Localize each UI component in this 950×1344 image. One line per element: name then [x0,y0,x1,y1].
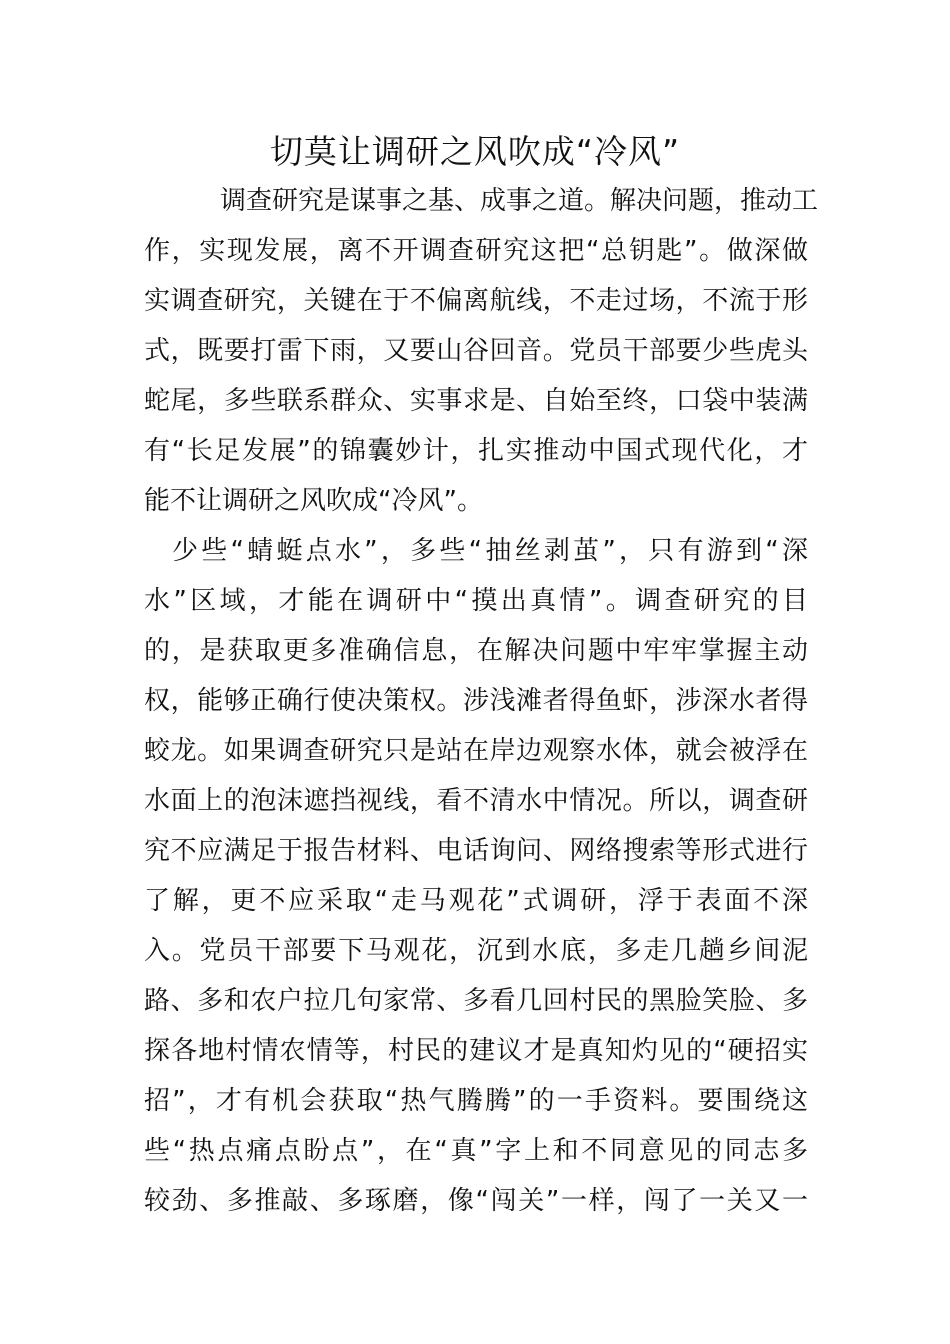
paragraph-1-line-1: 调查研究是谋事之基、成事之道。解决问题，推动工 [220,186,819,216]
paragraph-2-line-6: 水面上的泡沫遮挡视线，看不清水中情况。所以，调查研 [144,786,808,816]
paragraph-2-line-5: 蛟龙。如果调查研究只是站在岸边观察水体，就会被浮在 [144,736,808,766]
paragraph-2-line-13: 些“热点痛点盼点”，在“真”字上和不同意见的同志多 [144,1136,808,1166]
paragraph-1-line-7: 能不让调研之风吹成“冷风”。 [144,486,483,516]
paragraph-1-line-6: 有“长足发展”的锦囊妙计，扎实推动中国式现代化，才 [144,436,808,466]
paragraph-2-line-12: 招”，才有机会获取“热气腾腾”的一手资料。要围绕这 [144,1086,808,1116]
paragraph-2-line-14: 较劲、多推敲、多琢磨，像“闯关”一样，闯了一关又一 [144,1186,808,1216]
paragraph-2-line-3: 的，是获取更多准确信息，在解决问题中牢牢掌握主动 [144,636,808,666]
paragraph-1-line-5: 蛇尾，多些联系群众、实事求是、自始至终，口袋中装满 [144,386,808,416]
paragraph-2-line-7: 究不应满足于报告材料、电话询问、网络搜索等形式进行 [144,836,808,866]
paragraph-2-line-11: 探各地村情农情等，村民的建议才是真知灼见的“硬招实 [144,1036,808,1066]
paragraph-1-line-4: 式，既要打雷下雨，又要山谷回音。党员干部要少些虎头 [144,336,808,366]
paragraph-1-line-3: 实调查研究，关键在于不偏离航线，不走过场，不流于形 [144,286,808,316]
document-title: 切莫让调研之风吹成“冷风” [269,132,681,171]
paragraph-2-line-9: 入。党员干部要下马观花，沉到水底，多走几趟乡间泥 [144,936,808,966]
paragraph-2-line-10: 路、多和农户拉几句家常、多看几回村民的黑脸笑脸、多 [144,986,808,1016]
paragraph-2-line-4: 权，能够正确行使决策权。涉浅滩者得鱼虾，涉深水者得 [144,686,808,716]
paragraph-2-line-8: 了解，更不应采取“走马观花”式调研，浮于表面不深 [144,886,808,916]
paragraph-1-line-2: 作，实现发展，离不开调查研究这把“总钥匙”。做深做 [144,236,808,266]
paragraph-2-line-1: 少些“蜻蜓点水”，多些“抽丝剥茧”，只有游到“深 [172,536,808,566]
paragraph-2-line-2: 水”区域，才能在调研中“摸出真情”。调查研究的目 [144,586,808,616]
